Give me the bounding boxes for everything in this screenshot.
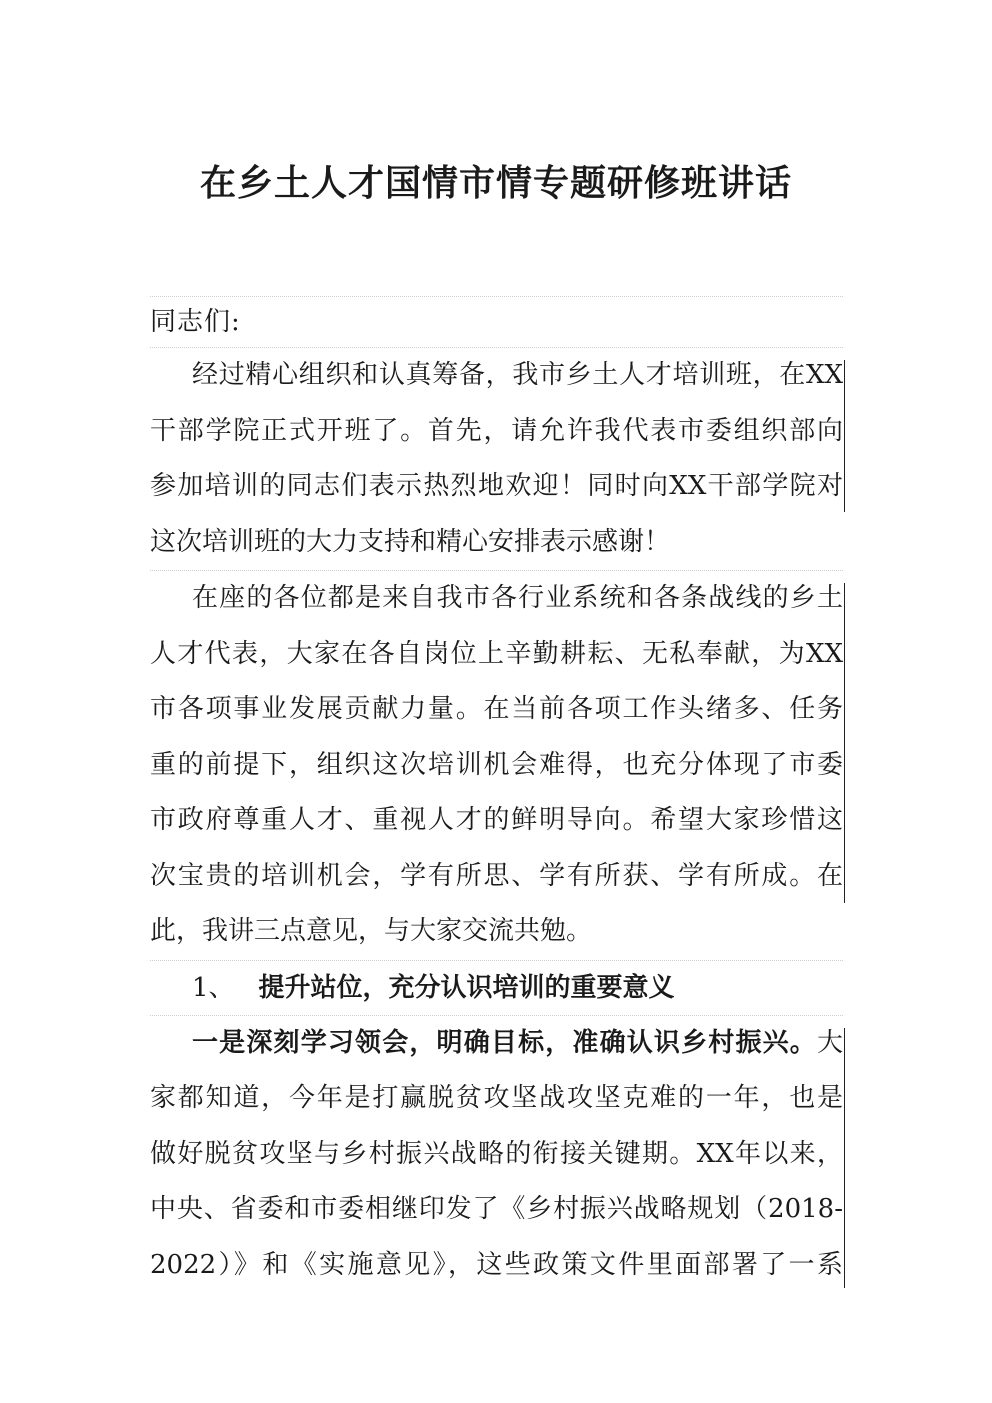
paragraph-lead: 一是深刻学习领会，明确目标，准确认识乡村振兴。 xyxy=(192,1027,817,1058)
text-line: 2022）》和《实施意见》，这些政策文件里面部署了一系 xyxy=(150,1249,843,1280)
text-line: 重的前提下，组织这次培训机会难得，也充分体现了市委 xyxy=(150,749,843,780)
text-line: 次宝贵的培训机会，学有所思、学有所获、学有所成。在 xyxy=(150,860,843,891)
margin-bar xyxy=(844,1028,845,1288)
document-body xyxy=(150,296,843,1293)
text-line: 参加培训的同志们表示热烈地欢迎！同时向XX干部学院对 xyxy=(150,471,843,501)
text-line: 市政府尊重人才、重视人才的鲜明导向。希望大家珍惜这 xyxy=(150,805,843,835)
text-line: 这次培训班的大力支持和精心安排表示感谢！ xyxy=(150,526,671,557)
text-line: 干部学院正式开班了。首先，请允许我代表市委组织部向 xyxy=(150,415,843,446)
margin-bar xyxy=(844,583,845,903)
text-line xyxy=(150,1016,843,1072)
text-line: 在座的各位都是来自我市各行业系统和各条战线的乡土 xyxy=(192,583,843,613)
text-line: 中央、省委和市委相继印发了《乡村振兴战略规划（2018- xyxy=(150,1194,843,1224)
section-heading-text: 提升站位，充分认识培训的重要意义 xyxy=(258,972,675,1003)
section-number: 1、 xyxy=(192,972,235,1003)
margin-bar xyxy=(844,360,845,512)
paragraph-opening xyxy=(150,348,843,570)
text-line: 经过精心组织和认真筹备，我市乡土人才培训班，在XX xyxy=(192,360,843,390)
text-line: 人才代表，大家在各自岗位上辛勤耕耘、无私奉献，为XX xyxy=(150,638,843,669)
section-heading xyxy=(150,961,843,1015)
text-line: 市各项事业发展贡献力量。在当前各项工作头绪多、任务 xyxy=(150,694,843,724)
paragraph-section-one xyxy=(150,1016,843,1294)
text-line: 此，我讲三点意见，与大家交流共勉。 xyxy=(150,916,593,946)
document-title: 在乡土人才国情市情专题研修班讲话 xyxy=(199,163,792,204)
text-line: 做好脱贫攻坚与乡村振兴战略的衔接关键期。XX年以来， xyxy=(150,1138,843,1169)
paragraph-intro xyxy=(150,571,843,960)
text-line: 家都知道，今年是打赢脱贫攻坚战攻坚克难的一年，也是 xyxy=(150,1083,843,1113)
salutation: 同志们: xyxy=(150,307,241,337)
paragraph-lead-tail: 大 xyxy=(816,1027,843,1058)
